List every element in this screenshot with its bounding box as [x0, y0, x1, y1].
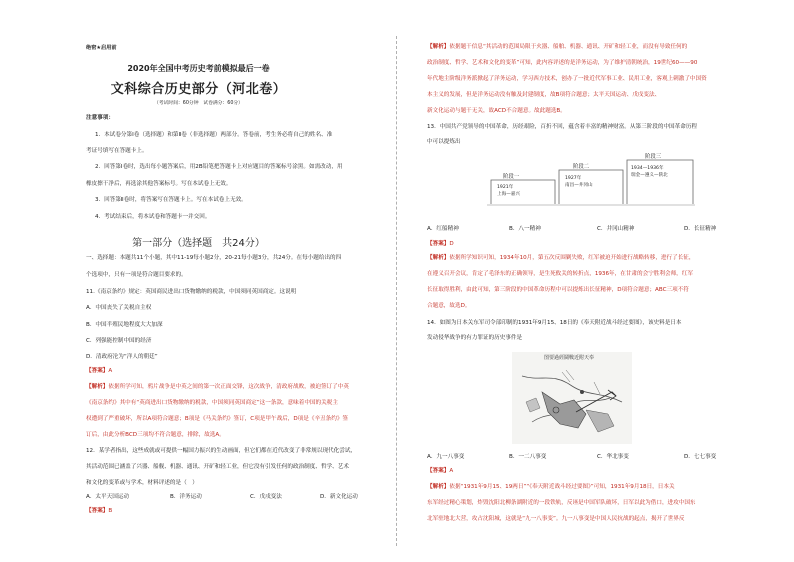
- q12-option: D．新文化运动: [320, 494, 358, 500]
- analysis-line: 长征取得胜利，由此可知，第三阶段的中国革命历程中可以提炼出长征精神，D项符合题意；ABC三项不符: [427, 287, 689, 293]
- q14-option: A．九一八事变: [427, 454, 465, 460]
- historical-map: [512, 352, 632, 444]
- analysis-label: 【解析】: [427, 484, 450, 490]
- analysis-line: 依据题干信息“其活动的范围局限于火器、船舶、机器、通讯、开矿和轻工业，而没有导致任何的: [449, 44, 688, 50]
- q12-answer: [86, 508, 112, 515]
- q14-stem: 14．如图为日本关东军司令部印制的1931年9月15、18日的《奉天附近战斗经过要图》，该史料是日本: [427, 320, 682, 326]
- q14-option: C．华北事变: [597, 454, 629, 460]
- q13-analysis: [427, 255, 695, 262]
- q12-stem: 其活动范围已涵盖了兴器、船舰、机器、通讯、开矿和轻工业，但它没有引发任何的政治制度、哲学、艺术: [86, 464, 349, 470]
- answer-value: A: [108, 368, 113, 374]
- notice-line: 4．考试结束后，将本试卷和答题卡一并交回。: [95, 214, 211, 220]
- exam-title: 2020年全国中考历史考前模拟最后一卷: [127, 64, 270, 73]
- analysis-line: 合题意，故选D。: [427, 303, 471, 309]
- q11-option: A．中国丧失了关税自主权: [86, 305, 152, 311]
- q14-answer: [427, 468, 453, 475]
- q11-stem: 11.《南京条约》规定：英国商民进出口货物缴纳的税款，中国须同英国商定。这说明: [86, 289, 297, 295]
- analysis-line: 年代地主阶级洋务派掀起了洋务运动，学习西方技术，创办了一批近代军事工业、民用工业，客观上刺激了中国资: [427, 76, 707, 82]
- section-intro: 个选项中，只有一项是符合题目要求的。: [86, 272, 187, 278]
- stage3-title: 阶段三: [645, 154, 662, 160]
- q11-option: D．清政府沦为“洋人的朝廷”: [86, 354, 158, 360]
- q14-stem: 发动侵华战争的有力罪证的历史事件是: [427, 335, 523, 341]
- q14-option: B．一二八事变: [509, 454, 547, 460]
- answer-value: D: [449, 241, 454, 247]
- q13-stem: 中可以提炼出: [427, 139, 461, 145]
- q11-option: C．列强能控制中国的经济: [86, 338, 152, 344]
- q14-analysis: [427, 484, 675, 491]
- analysis-line: 权遭到了严重破坏，所以A项符合题意；B项是《马关条约》签订，C项是甲午战后，D项是《辛丑条约》签: [86, 416, 349, 422]
- analysis-line: 政治制度、哲学、艺术和文化的变革”可知，此内容评述的是洋务运动，为了维护清朝统治，19世纪60——90: [427, 60, 698, 66]
- right-column: [397, 0, 794, 562]
- exam-meta: （考试时间：60分钟 试卷满分：60分）: [154, 101, 243, 106]
- answer-label: 【答案】: [86, 368, 109, 374]
- analysis-line: 新文化运动与题干无关，故ACD不合题意。故此题选B。: [427, 108, 566, 114]
- analysis-line: 依据所学可知，鸦片战争是中英之间的第一次正面交锋，这次战争，清政府战败，被迫签订了中英: [108, 384, 349, 390]
- notice-heading: 注意事项：: [86, 115, 114, 121]
- section-intro: 一、选择题：本题共11个小题，其中11-19每小题2分，20-21每小题3分，共24分。在每小题给出的四: [86, 255, 342, 261]
- q14-option: D．七七事变: [684, 454, 717, 460]
- map-graphic: [512, 352, 632, 444]
- q12-analysis: [427, 44, 687, 51]
- stage2-title: 阶段二: [573, 164, 590, 170]
- stage1-year: 1921年: [497, 185, 514, 190]
- q12-stem: 12．某学者指出，这些成就或可提供一幅国力振兴的生动画面，但它们都在近代改变了非常规以现代化尝试，: [86, 448, 357, 454]
- subject-title: 文科综合历史部分（河北卷）: [110, 82, 287, 97]
- q13-stem: 13．中国共产党领导的中国革命，历经艰险，百折不回，蕴含着丰富的精神财富。从第三阶段的中国革命历程: [427, 124, 698, 130]
- notice-line: 橡皮擦干净后，再选涂其他答案标号。写在本试卷上无效。: [86, 181, 232, 187]
- answer-label: 【答案】: [427, 468, 450, 474]
- notice-line: 2．回答第Ⅰ卷时，选出每小题答案后，用2B铅笔把答题卡上对应题目的答案标号涂黑。如需改动，用: [95, 164, 343, 170]
- answer-value: A: [449, 468, 454, 474]
- stage2-year: 1927年: [565, 176, 582, 181]
- analysis-line: 依据所学知识可知，1934年10月，第五次反围剿失败，红军被迫开始进行战略转移，进行了长征，: [449, 255, 695, 261]
- analysis-line: 依据“1931年9月15、19两日”“《奉天附近战斗经过要图》”可知，1931年9月18日，日本关: [449, 484, 675, 490]
- q12-option: C．戊戌变法: [250, 494, 282, 500]
- q11-analysis: [86, 384, 349, 391]
- q13-option: D．长征精神: [684, 226, 717, 232]
- analysis-line: 东军经过精心策划，炸毁沈阳北柳条湖附近的一段铁轨，反诬是中国军队破坏，日军以此为借口，进攻中国东: [427, 500, 696, 506]
- stage2-place: 南昌—井冈山: [565, 183, 593, 188]
- secret-tag: 绝密★启用前: [86, 45, 117, 51]
- analysis-line: 《南京条约》其中有“英商进出口货物缴纳的税款，中国须同英国商定”这一条款，意味着中国的关税主: [86, 400, 338, 406]
- stage3-year: 1934—1936年: [631, 166, 664, 171]
- analysis-line: 订后，由此分析BCD三项均不符合题意，排除，故选A。: [86, 432, 225, 438]
- answer-label: 【答案】: [427, 241, 450, 247]
- q12-option: A．太平天国运动: [86, 494, 129, 500]
- q11-option: B．中国半殖民地程度大大加深: [86, 322, 163, 328]
- analysis-line: 在遵义召开会议，肯定了毛泽东的正确领导，是生死攸关的转折点，1936年，在甘肃的会宁胜利会师，红军: [427, 271, 693, 277]
- map-title: 图要過經鬪戰近附天奉: [544, 355, 595, 361]
- answer-value: B: [108, 508, 113, 514]
- analysis-label: 【解析】: [427, 255, 450, 261]
- q13-option: B．八一精神: [509, 226, 541, 232]
- q13-option: C．井冈山精神: [597, 226, 635, 232]
- q12-stem: 和文化的变革或与学术，材料评述的是（ ）: [86, 480, 198, 486]
- stage1-place: 上海—嘉兴: [497, 192, 520, 197]
- q11-answer: [86, 368, 112, 375]
- q13-option: A．红船精神: [427, 226, 459, 232]
- stages-diagram: [487, 154, 697, 210]
- q13-answer: [427, 241, 454, 248]
- analysis-line: 北军驻地北大营，攻占沈阳城，这就是“九一八事变”。九一八事变是中国人民抗战的起点，揭开了世界反: [427, 516, 685, 522]
- stage1-title: 阶段一: [503, 174, 520, 180]
- part-title: 第一部分（选择题 共24分）: [132, 238, 265, 249]
- stage3-place: 瑞金—遵义—陕北: [631, 173, 668, 178]
- answer-label: 【答案】: [86, 508, 109, 514]
- notice-line: 3．回答第Ⅱ卷时，将答案写在答题卡上。写在本试卷上无效。: [95, 197, 247, 203]
- analysis-label: 【解析】: [427, 44, 450, 50]
- analysis-label: 【解析】: [86, 384, 109, 390]
- q12-option: B．洋务运动: [170, 494, 202, 500]
- notice-line: 1．本试卷分第Ⅰ卷（选择题）和第Ⅱ卷（非选择题）两部分。答卷前，考生务必将自己的姓名、准: [95, 132, 333, 138]
- analysis-line: 本主义的发展，但是洋务运动没有触及封建制度，故B项符合题意；太平天国运动、戊戌变法、: [427, 92, 661, 98]
- notice-line: 考证号填写在答题卡上。: [86, 148, 148, 154]
